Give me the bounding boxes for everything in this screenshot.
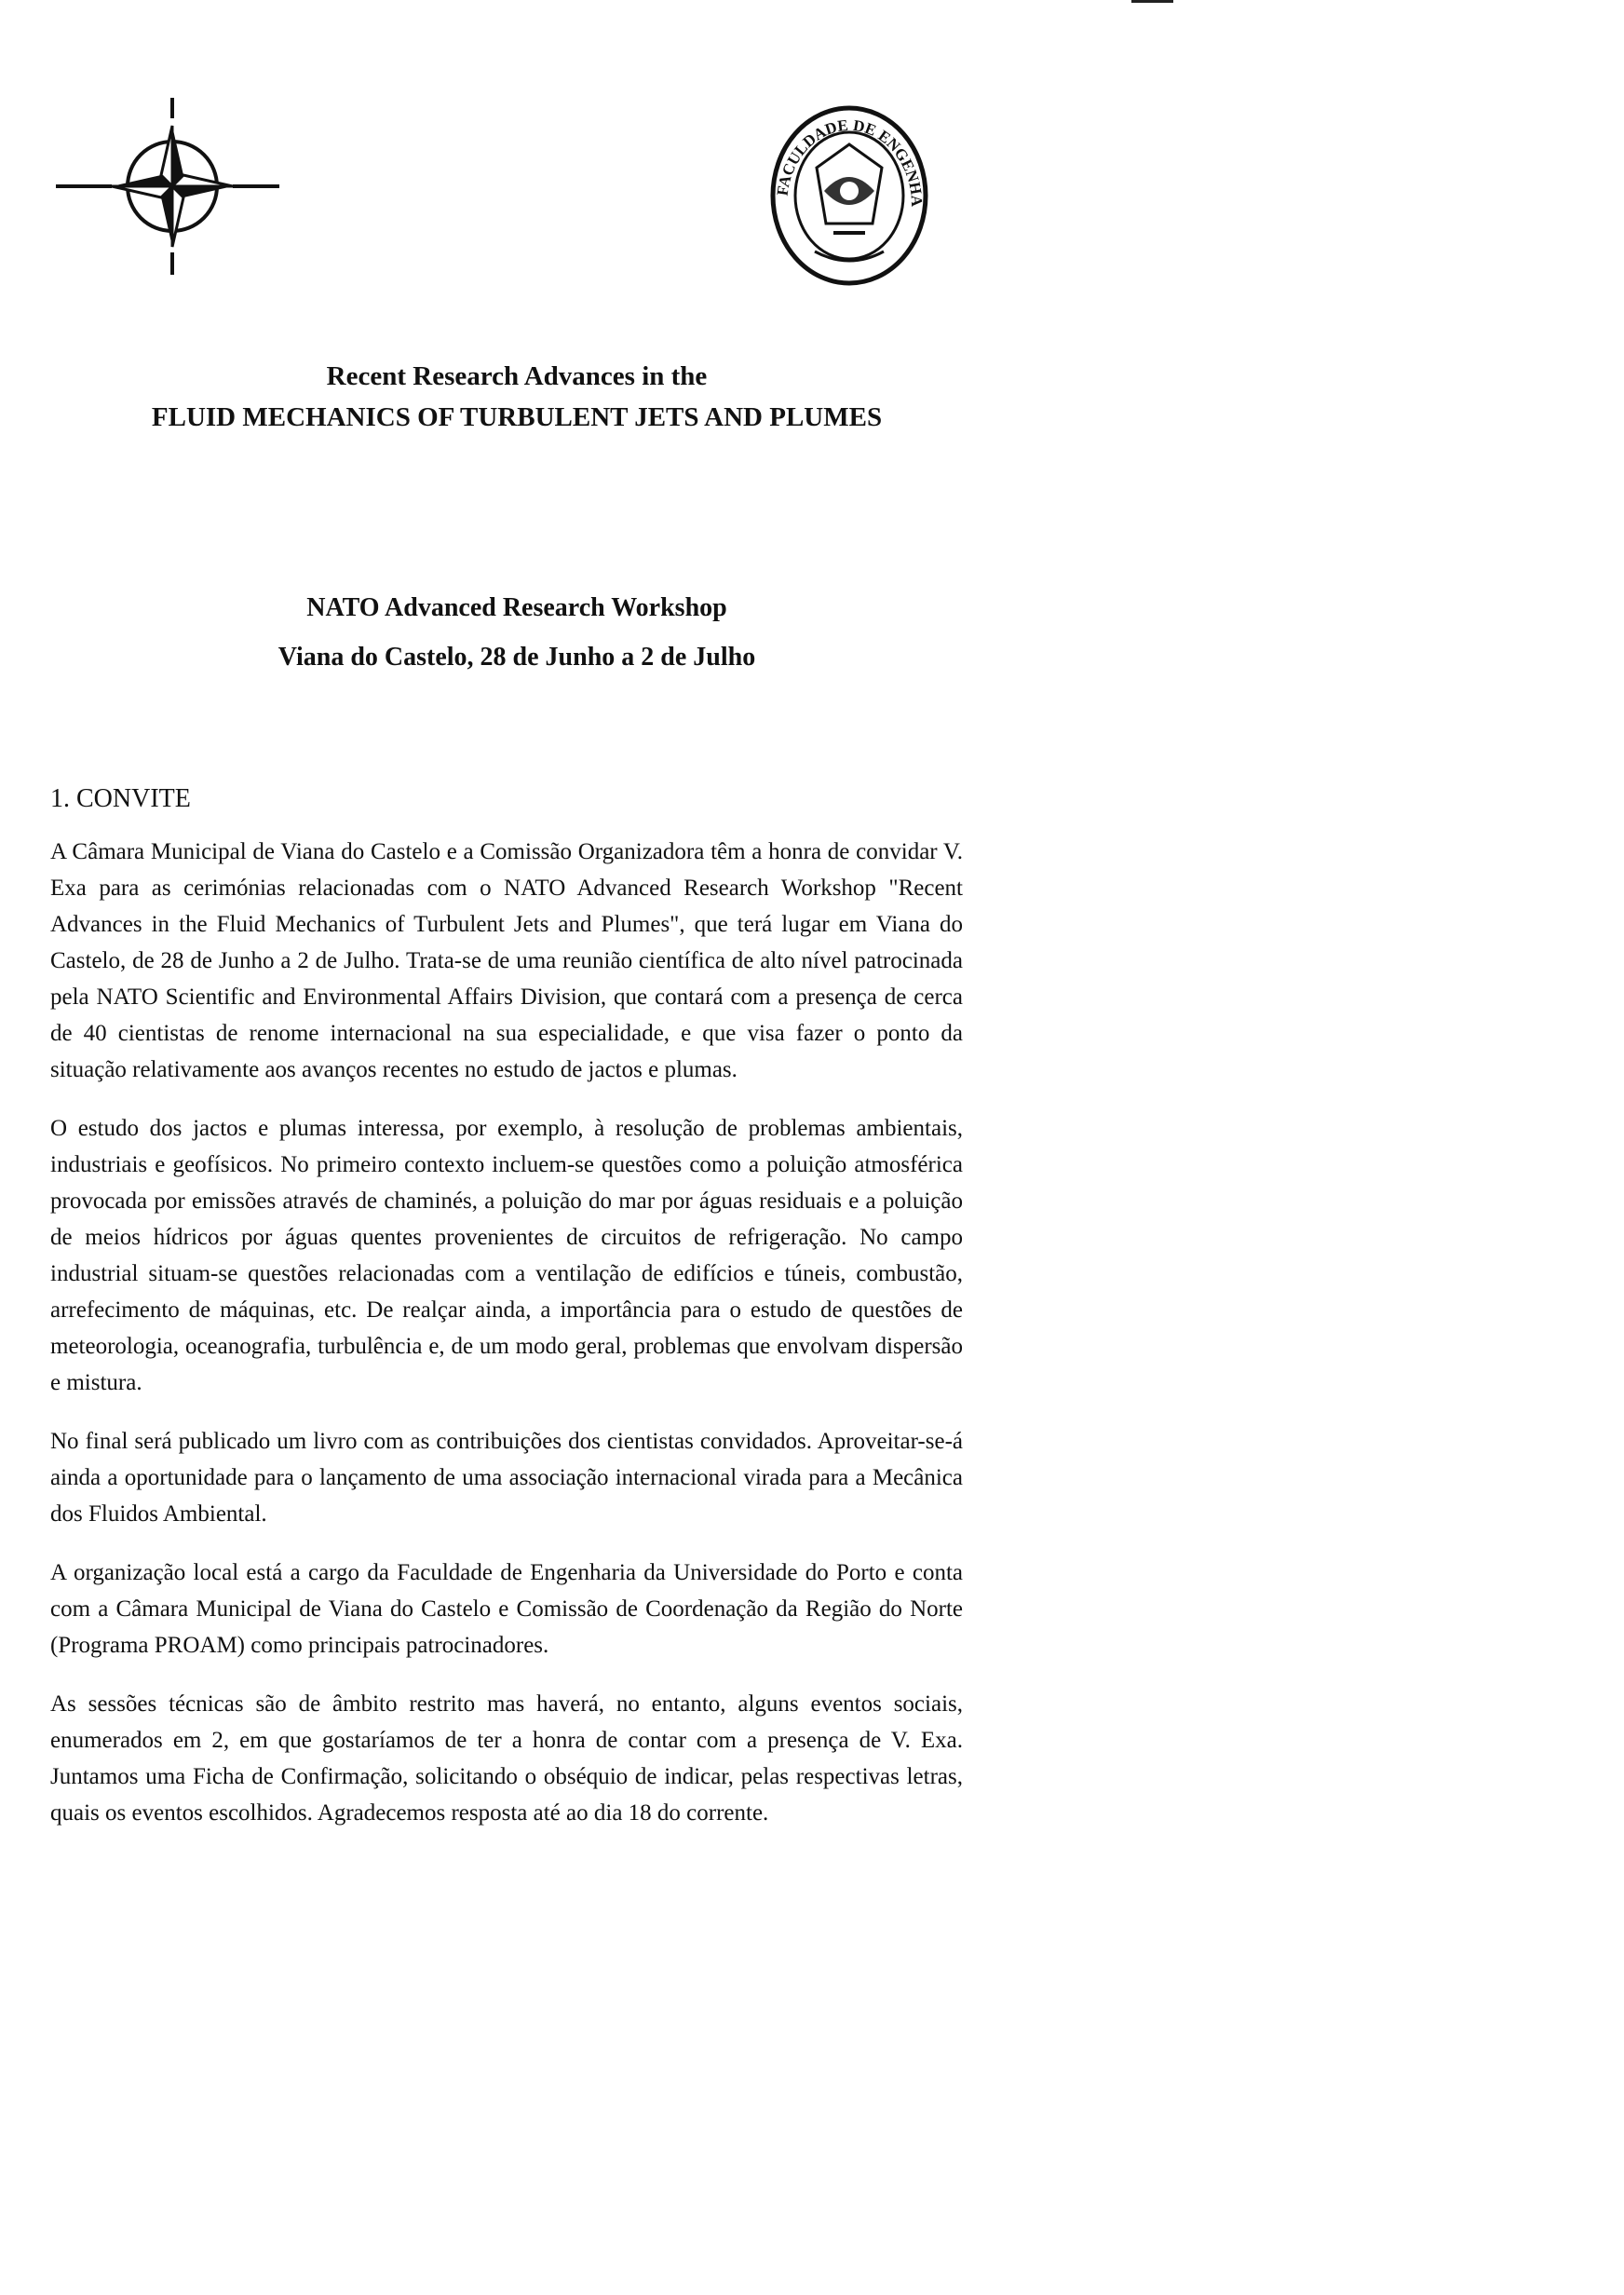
paragraph: O estudo dos jactos e plumas interessa, por exemplo, à resolução de problemas ambientais, industriais e geofísicos. No primeiro contexto incluem-se questões como a poluição atmosférica provocada por emissões através de chaminés, a poluição do mar por águas residuais e a poluição de meios hídricos por águas quentes provenientes de circuitos de refrigeração. No campo industrial situam-se questões relacionadas com a ventilação de edifícios e túneis, combustão, arrefecimento de máquinas, etc. De realçar ainda, a importância para o estudo de questões de meteorologia, oceanografia, turbulência e, de um modo geral, problemas que envolvam dispersão e mistura.	[50, 1116, 963, 1395]
paragraph: No final será publicado um livro com as contribuições dos cientistas convidados. Aproveitar-se-á ainda a oportunidade para o lançamento de uma associação internacional virada para a Mecânica dos Fluidos Ambiental.	[50, 1429, 963, 1527]
scan-mark	[1131, 0, 1173, 3]
title-line-1: Recent Research Advances in the	[326, 361, 708, 391]
workshop-name: NATO Advanced Research Workshop	[306, 593, 727, 622]
workshop-location-dates: Viana do Castelo, 28 de Junho a 2 de Julho	[277, 643, 756, 672]
faculdade-de-engenharia-seal-icon	[768, 102, 931, 289]
section-heading: 1. CONVITE	[50, 784, 191, 813]
paragraph: A organização local está a cargo da Faculdade de Engenharia da Universidade do Porto e conta com a Câmara Municipal de Viana do Castelo e Comissão de Coordenação da Região do Norte (Programa PROAM) como principais patrocinadores.	[50, 1560, 963, 1658]
paragraph: A Câmara Municipal de Viana do Castelo e a Comissão Organizadora têm a honra de convidar V. Exa para as cerimónias relacionadas com o NATO Advanced Research Workshop "Recent Advances in the Fluid Mechanics of Turbulent Jets and Plumes", que terá lugar em Viana do Castelo, de 28 de Junho a 2 de Julho. Trata-se de uma reunião científica de alto nível patrocinada pela NATO Scientific and Environmental Affairs Division, que contará com a presença de cerca de 40 cientistas de renome internacional na sua especialidade, e que visa fazer o ponto da situação relativamente aos avanços recentes no estudo de jactos e plumas.	[50, 839, 963, 1082]
seal-text: FACULDADE DE ENGENHA	[773, 115, 927, 208]
document-body	[50, 834, 963, 1854]
paragraph: As sessões técnicas são de âmbito restrito mas haverá, no entanto, alguns eventos sociais, enumerados em 2, em que gostaríamos de ter a honra de contar com a presença de V. Exa. Juntamos uma Ficha de Confirmação, solicitando o obséquio de indicar, pelas respectivas letras, quais os eventos escolhidos. Agradecemos resposta até ao dia 18 do corrente.	[50, 1691, 963, 1826]
title-line-2: FLUID MECHANICS OF TURBULENT JETS AND PLUMES	[151, 402, 883, 432]
nato-compass-rose-icon	[56, 98, 279, 275]
